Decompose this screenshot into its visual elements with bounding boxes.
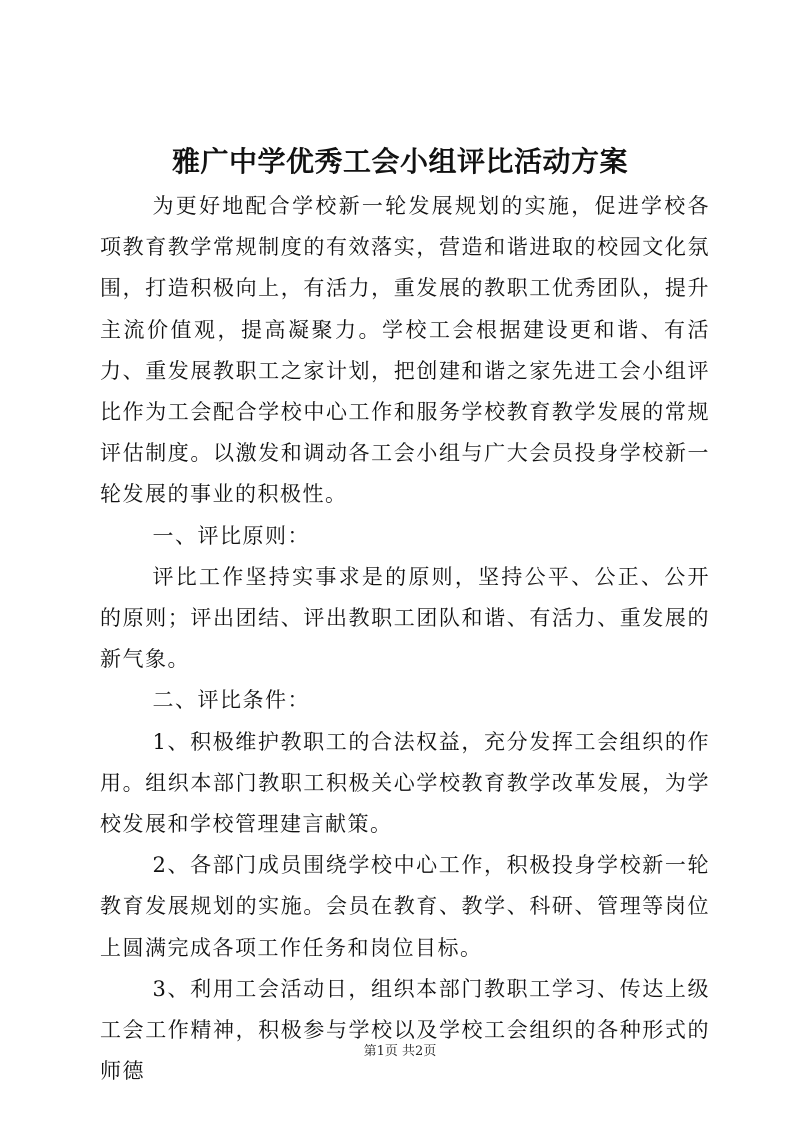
intro-paragraph: 为更好地配合学校新一轮发展规划的实施，促进学校各项教育教学常规制度的有效落实，营造和谐进取的校园文化氛围，打造积极向上，有活力，重发展的教职工优秀团队，提升主流价值观，提高凝聚力。学校工会根据建设更和谐、有活力、重发展教职工之家计划，把创建和谐之家先进工会小组评比作为工会配合学校中心工作和服务学校教育教学发展的常规评估制度。以激发和调动各工会小组与广大会员投身学校新一轮发展的事业的积极性。 (100, 194, 710, 507)
page-footer: 第1页 共2页 (363, 1044, 437, 1059)
document-body (100, 186, 710, 1092)
condition-item-2: 2、各部门成员围绕学校中心工作，积极投身学校新一轮教育发展规划的实施。会员在教育、教学、科研、管理等岗位上圆满完成各项工作任务和岗位目标。 (100, 853, 710, 960)
document-title: 雅广中学优秀工会小组评比活动方案 (171, 145, 628, 178)
section-heading-conditions: 二、评比条件： (152, 688, 310, 713)
section-heading-principles: 一、评比原则： (152, 523, 310, 548)
condition-item-3: 3、利用工会活动日，组织本部门教职工学习、传达上级工会工作精神，积极参与学校以及学校工会组织的各种形式的师德 (100, 976, 710, 1084)
condition-item-1: 1、积极维护教职工的合法权益，充分发挥工会组织的作用。组织本部门教职工积极关心学校教育教学改革发展，为学校发展和学校管理建言献策。 (100, 729, 710, 837)
principles-paragraph: 评比工作坚持实事求是的原则，坚持公平、公正、公开的原则；评出团结、评出教职工团队和谐、有活力、重发展的新气象。 (100, 564, 710, 672)
